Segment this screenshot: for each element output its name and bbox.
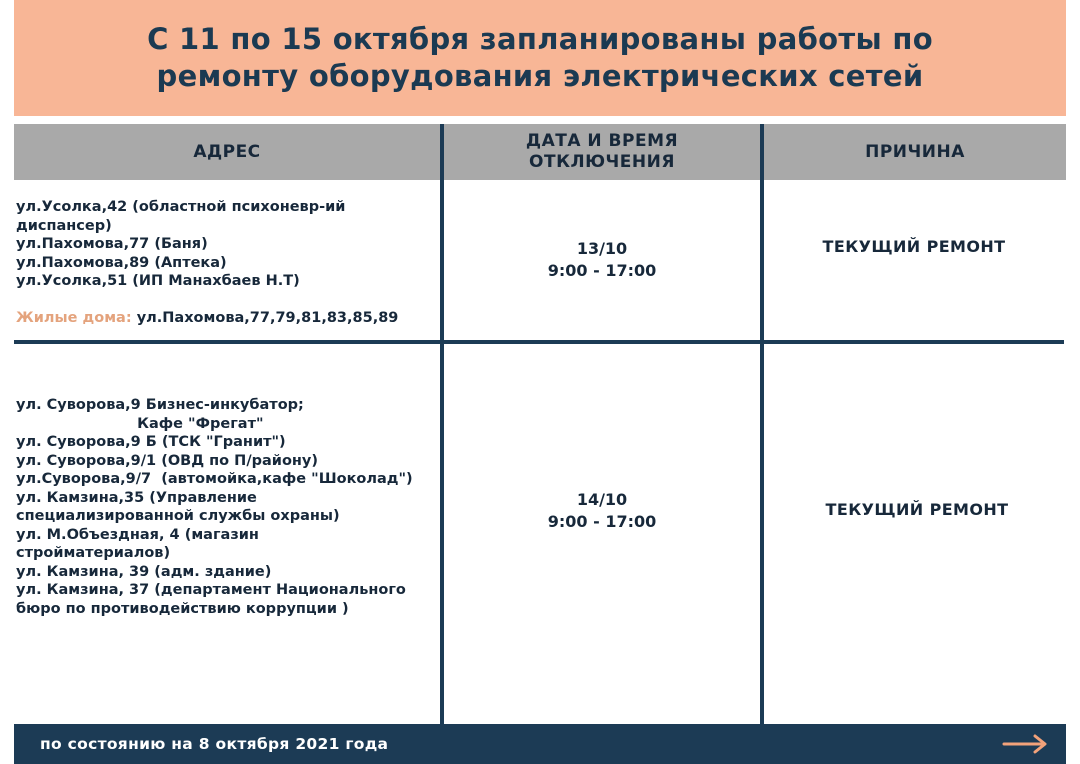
page-title	[147, 21, 933, 95]
table-row-2-address	[16, 396, 436, 618]
address-line: ул.Усолка,42 (областной психоневр-ий	[16, 199, 346, 215]
address-line: ул. Суворова,9/1 (ОВД по П/району)	[16, 452, 319, 469]
address-line: ул.Пахомова,77 (Баня)	[16, 236, 208, 252]
table-row-1-address	[16, 198, 436, 327]
row-1-date: 13/10	[576, 239, 628, 258]
address-line: ул. Суворова,9 Б (ТСК "Гранит")	[16, 434, 286, 450]
address-line: ул.Пахомова,89 (Аптека)	[16, 254, 227, 271]
page-title-banner	[14, 0, 1066, 116]
header-datetime-line1: ДАТА И ВРЕМЯ	[525, 131, 679, 151]
header-reason-label: ПРИЧИНА	[865, 141, 965, 162]
address-line: стройматериалов)	[16, 545, 171, 561]
header-address	[14, 124, 440, 180]
header-address-label: АДРЕС	[193, 141, 261, 162]
residential-houses	[16, 309, 436, 328]
footer-bar	[14, 724, 1066, 764]
table-divider-horizontal	[14, 340, 1064, 344]
residential-label: Жилые дома:	[16, 309, 132, 326]
table-row-2-datetime	[444, 486, 760, 536]
address-line: диспансер)	[16, 217, 112, 234]
page-title-line2: ремонту оборудования электрических сетей	[156, 59, 924, 93]
header-datetime-line2: ОТКЛЮЧЕНИЯ	[529, 152, 675, 172]
footer-status-text: по состоянию на 8 октября 2021 года	[40, 735, 389, 753]
page-title-line1: С 11 по 15 октября запланированы работы по	[147, 22, 933, 56]
address-line: ул. Суворова,9 Бизнес-инкубатор;	[16, 397, 304, 413]
address-line: ул.Усолка,51 (ИП Манахбаев Н.Т)	[16, 273, 300, 289]
table-row-1-reason	[764, 180, 1064, 314]
row-1-reason-text: ТЕКУЩИЙ РЕМОНТ	[822, 237, 1006, 256]
table-row-2-reason	[764, 496, 1070, 524]
row-2-reason-text: ТЕКУЩИЙ РЕМОНТ	[825, 500, 1009, 519]
row-1-time: 9:00 - 17:00	[547, 261, 657, 280]
header-datetime	[444, 124, 760, 180]
address-line: специализированной службы охраны)	[16, 508, 340, 524]
arrow-right-icon[interactable]	[1002, 734, 1048, 754]
address-line: ул. Камзина, 37 (департамент Национального	[16, 582, 406, 598]
address-line: Кафе "Фрегат"	[16, 415, 264, 432]
residential-value: ул.Пахомова,77,79,81,83,85,89	[131, 309, 399, 326]
row-2-time: 9:00 - 17:00	[547, 512, 657, 531]
address-line: ул. М.Объездная, 4 (магазин	[16, 526, 259, 543]
table-row-1-datetime	[444, 180, 760, 340]
address-line: ул. Камзина, 39 (адм. здание)	[16, 563, 272, 580]
row-2-date: 14/10	[576, 490, 628, 509]
address-line: ул.Суворова,9/7 (автомойка,кафе "Шоколад")	[16, 471, 413, 487]
address-line: бюро по противодействию коррупции )	[16, 600, 349, 617]
address-line: ул. Камзина,35 (Управление	[16, 489, 257, 506]
header-reason	[764, 124, 1066, 180]
